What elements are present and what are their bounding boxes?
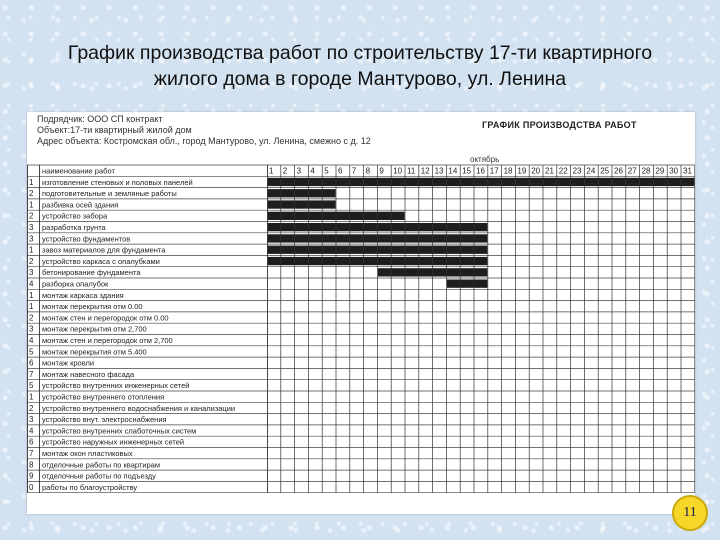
row-work-name: устройство внутренних инженерных сетей: [42, 381, 190, 391]
row-number: 2: [29, 189, 34, 199]
row-number: 9: [29, 471, 34, 481]
month-label: октябрь: [470, 155, 500, 164]
contractor-line: Подрядчик: ООО СП контракт: [37, 114, 163, 124]
row-number: 7: [29, 449, 34, 458]
row-work-name: устройство каркаса с опалубками: [42, 256, 160, 266]
day-header-14: 14: [448, 166, 458, 176]
row-number: 1: [29, 302, 34, 312]
row-work-name: устройство внутреннего водоснабжения и канализации: [42, 403, 236, 413]
row-work-name: монтаж окон пластиковых: [42, 449, 133, 458]
row-work-name: монтаж перекрытия отм 2,700: [42, 324, 147, 334]
day-header-31: 31: [683, 166, 692, 176]
row-work-name: монтаж стен и перегородок отм 2,700: [42, 336, 173, 345]
row-number: 2: [29, 211, 34, 221]
row-work-name: монтаж стен и перегородок отм 0.00: [42, 313, 169, 323]
row-work-name: подготовительные и земляные работы: [42, 189, 177, 199]
row-number: 3: [29, 415, 34, 425]
day-header-17: 17: [489, 166, 499, 176]
row-work-name: устройство фундаментов: [42, 234, 131, 244]
row-number: 3: [29, 268, 34, 278]
row-work-name: монтаж перекрытия отм 0.00: [42, 302, 143, 312]
row-work-name: устройство наружных инженерных сетей: [42, 437, 185, 447]
row-number: 7: [29, 369, 34, 379]
row-number: 2: [29, 403, 34, 413]
row-work-name: работы по благоустройству: [42, 482, 138, 492]
row-number: 3: [29, 324, 34, 334]
day-header-28: 28: [641, 166, 651, 176]
day-header-11: 11: [407, 166, 416, 176]
page-number-badge: 11: [672, 495, 708, 531]
row-number: 4: [29, 336, 34, 345]
row-work-name: устройство внутреннего отопления: [42, 392, 165, 402]
row-work-name: монтаж кровли: [42, 358, 95, 368]
day-header-22: 22: [558, 166, 568, 176]
object-line: Объект:17-ти квартирный жилой дом: [37, 125, 192, 135]
row-number: 1: [29, 177, 34, 187]
row-number: 1: [29, 392, 34, 402]
row-work-name: отделочные работы по подъезду: [42, 471, 156, 481]
row-number: 5: [29, 381, 34, 391]
row-number: 3: [29, 223, 34, 232]
row-work-name: изготовление стеновых и половых панелей: [42, 177, 193, 187]
row-number: 8: [29, 460, 34, 470]
day-header-23: 23: [572, 166, 582, 176]
day-header-21: 21: [545, 166, 554, 176]
slide-title-line1: График производства работ по строительству 17-ти квартирного: [67, 42, 653, 64]
row-work-name: устройство внутренних слаботочных систем: [42, 426, 197, 436]
row-work-name: монтаж навесного фасада: [42, 369, 135, 379]
day-header-1: 1: [269, 166, 274, 176]
day-header-3: 3: [296, 166, 302, 176]
day-header-30: 30: [669, 166, 679, 176]
row-number: 0: [29, 482, 34, 492]
row-number: 5: [29, 347, 34, 357]
row-number: 1: [29, 200, 34, 210]
row-work-name: монтаж каркаса здания: [42, 290, 124, 300]
row-work-name: устройство забора: [42, 211, 108, 221]
row-work-name: разборка опалубок: [42, 279, 109, 289]
day-header-15: 15: [462, 166, 472, 176]
row-number: 1: [29, 290, 34, 300]
slide-title-line2: жилого дома в городе Мантурово, ул. Ленина: [153, 68, 567, 90]
day-header-6: 6: [338, 166, 343, 176]
row-number: 4: [29, 426, 34, 436]
row-work-name: завоз материалов для фундамента: [42, 245, 166, 255]
gantt-bar: [268, 200, 336, 208]
day-header-29: 29: [655, 166, 665, 176]
row-work-name: разработка грунта: [42, 223, 106, 232]
schedule-table: [27, 112, 695, 514]
row-work-name: бетонирование фундамента: [42, 268, 141, 278]
day-header-12: 12: [420, 166, 430, 176]
day-header-8: 8: [365, 166, 371, 176]
schedule-title: ГРАФИК ПРОИЗВОДСТВА РАБОТ: [482, 120, 637, 130]
day-header-25: 25: [600, 166, 610, 176]
row-number: 6: [29, 437, 34, 447]
gantt-bar: [447, 280, 487, 288]
day-header-7: 7: [351, 166, 357, 176]
gantt-bar: [268, 178, 695, 186]
address-line: Адрес объекта: Костромская обл., город Мантурово, ул. Ленина, смежно с д. 12: [37, 136, 371, 146]
day-header-2: 2: [282, 166, 288, 176]
day-header-9: 9: [379, 166, 384, 176]
name-column-header: наименование работ: [42, 166, 115, 176]
row-number: 1: [29, 245, 34, 255]
day-header-16: 16: [476, 166, 485, 176]
row-work-name: отделочные работы по квартирам: [42, 460, 161, 470]
schedule-document: [27, 112, 695, 514]
day-header-19: 19: [517, 166, 527, 176]
day-header-10: 10: [393, 166, 403, 176]
row-number: 4: [29, 279, 34, 289]
day-header-20: 20: [531, 166, 541, 176]
day-header-4: 4: [310, 166, 315, 176]
day-header-18: 18: [503, 166, 513, 176]
row-number: 6: [29, 358, 34, 368]
day-header-24: 24: [586, 166, 596, 176]
day-header-13: 13: [434, 166, 444, 176]
day-header-27: 27: [627, 166, 637, 176]
row-number: 3: [29, 234, 34, 244]
gantt-bar: [268, 189, 336, 197]
row-number: 2: [29, 256, 34, 266]
row-work-name: устройство внут. электроснабжения: [42, 415, 167, 425]
day-header-26: 26: [614, 166, 623, 176]
row-work-name: монтаж перекрытия отм 5.400: [42, 347, 147, 357]
slide-title: [0, 40, 720, 92]
row-work-name: разбивка осей здания: [42, 200, 119, 210]
day-header-5: 5: [324, 166, 329, 176]
row-number: 2: [29, 313, 34, 323]
